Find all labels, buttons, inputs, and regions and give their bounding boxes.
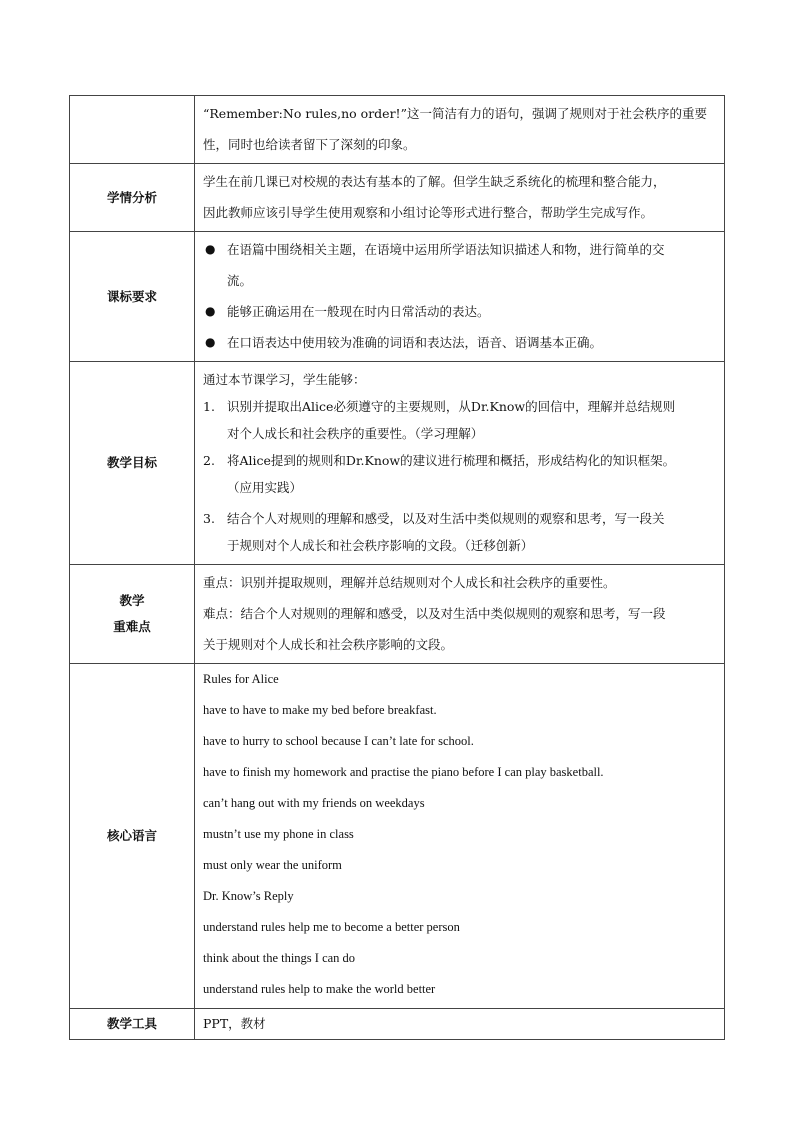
core-language-line: understand rules help me to become a better person bbox=[203, 920, 460, 934]
curriculum-item-3-line-1: 在口语表达中使用较为准确的词语和表达法，语音、语调基本正确。 bbox=[227, 335, 603, 350]
bullet-icon: ● bbox=[205, 304, 216, 318]
objective-2-line-2: （应用实践） bbox=[227, 480, 303, 495]
row-curriculum bbox=[70, 232, 725, 362]
tools-text: PPT，教材 bbox=[203, 1016, 266, 1031]
objective-number: 3. bbox=[203, 511, 215, 526]
intro-line-1: “Remember:No rules,no order!”这一简洁有力的语句，强调了规则对于社会秩序的重要 bbox=[203, 106, 707, 121]
tools-label: 教学工具 bbox=[70, 1009, 195, 1040]
objective-1-line-1: 识别并提取出Alice必须遵守的主要规则，从Dr.Know的回信中，理解并总结规则 bbox=[227, 399, 676, 414]
curriculum-label: 课标要求 bbox=[70, 232, 195, 362]
objective-2-line-1: 将Alice提到的规则和Dr.Know的建议进行梳理和概括，形成结构化的知识框架。 bbox=[227, 453, 676, 468]
row-core-language bbox=[70, 664, 725, 1009]
key-point-line-2: 难点：结合个人对规则的理解和感受，以及对生活中类似规则的观察和思考，写一段 bbox=[203, 606, 666, 621]
objective-3-line-1: 结合个人对规则的理解和感受，以及对生活中类似规则的观察和思考，写一段关 bbox=[227, 511, 665, 526]
objective-number: 1. bbox=[203, 399, 215, 414]
key-points-label-line-2: 重难点 bbox=[113, 619, 151, 634]
core-language-label: 核心语言 bbox=[70, 664, 195, 1009]
key-points-content bbox=[195, 565, 725, 664]
row-objectives bbox=[70, 362, 725, 565]
student-analysis-line-1: 学生在前几课已对校规的表达有基本的了解。但学生缺乏系统化的梳理和整合能力， bbox=[203, 174, 666, 189]
objective-1-line-2: 对个人成长和社会秩序的重要性。（学习理解） bbox=[227, 426, 484, 441]
tools-content bbox=[195, 1009, 725, 1040]
key-points-label bbox=[70, 565, 195, 664]
student-analysis-content bbox=[195, 164, 725, 232]
objectives-label: 教学目标 bbox=[70, 362, 195, 565]
row-tools bbox=[70, 1009, 725, 1040]
core-language-line: Dr. Know’s Reply bbox=[203, 889, 294, 903]
objective-number: 2. bbox=[203, 453, 215, 468]
objective-3-line-2: 于规则对个人成长和社会秩序影响的文段。（迁移创新） bbox=[227, 538, 534, 553]
curriculum-item-1-line-1: 在语篇中围绕相关主题，在语境中运用所学语法知识描述人和物，进行简单的交 bbox=[227, 242, 665, 257]
objectives-content bbox=[195, 362, 725, 565]
row-key-points bbox=[70, 565, 725, 664]
bullet-icon: ● bbox=[205, 242, 216, 256]
curriculum-item-1-line-2: 流。 bbox=[227, 273, 253, 288]
curriculum-content bbox=[195, 232, 725, 362]
curriculum-item-1 bbox=[203, 234, 718, 296]
objective-item-1 bbox=[203, 393, 718, 447]
student-analysis-label: 学情分析 bbox=[70, 164, 195, 232]
key-point-line-1: 重点：识别并提取规则，理解并总结规则对个人成长和社会秩序的重要性。 bbox=[203, 575, 616, 590]
objectives-intro: 通过本节课学习，学生能够： bbox=[203, 372, 366, 387]
curriculum-item-2-line-1: 能够正确运用在一般现在时内日常活动的表达。 bbox=[227, 304, 490, 319]
core-language-line: can’t hang out with my friends on weekdays bbox=[203, 796, 425, 810]
curriculum-item-3 bbox=[203, 327, 718, 358]
row-intro-content bbox=[195, 96, 725, 164]
intro-line-2: 性，同时也给读者留下了深刻的印象。 bbox=[203, 137, 416, 152]
core-language-line: must only wear the uniform bbox=[203, 858, 342, 872]
core-language-line: have to hurry to school because I can’t late for school. bbox=[203, 734, 474, 748]
bullet-icon: ● bbox=[205, 335, 216, 349]
lesson-plan-table bbox=[69, 95, 725, 1040]
objective-item-2 bbox=[203, 447, 718, 501]
row-student-analysis bbox=[70, 164, 725, 232]
core-language-line: Rules for Alice bbox=[203, 672, 279, 686]
objective-item-3 bbox=[203, 505, 718, 559]
core-language-line: have to finish my homework and practise the piano before I can play basketball. bbox=[203, 765, 604, 779]
core-language-line: think about the things I can do bbox=[203, 951, 356, 965]
core-language-line: have to have to make my bed before breakfast. bbox=[203, 703, 437, 717]
student-analysis-line-2: 因此教师应该引导学生使用观察和小组讨论等形式进行整合，帮助学生完成写作。 bbox=[203, 205, 654, 220]
key-point-line-3: 关于规则对个人成长和社会秩序影响的文段。 bbox=[203, 637, 454, 652]
core-language-content bbox=[195, 664, 725, 1009]
row-intro-label bbox=[70, 96, 195, 164]
row-intro bbox=[70, 96, 725, 164]
key-points-label-line-1: 教学 bbox=[119, 593, 145, 608]
curriculum-item-2 bbox=[203, 296, 718, 327]
core-language-line: mustn’t use my phone in class bbox=[203, 827, 354, 841]
core-language-line: understand rules help to make the world better bbox=[203, 982, 436, 996]
